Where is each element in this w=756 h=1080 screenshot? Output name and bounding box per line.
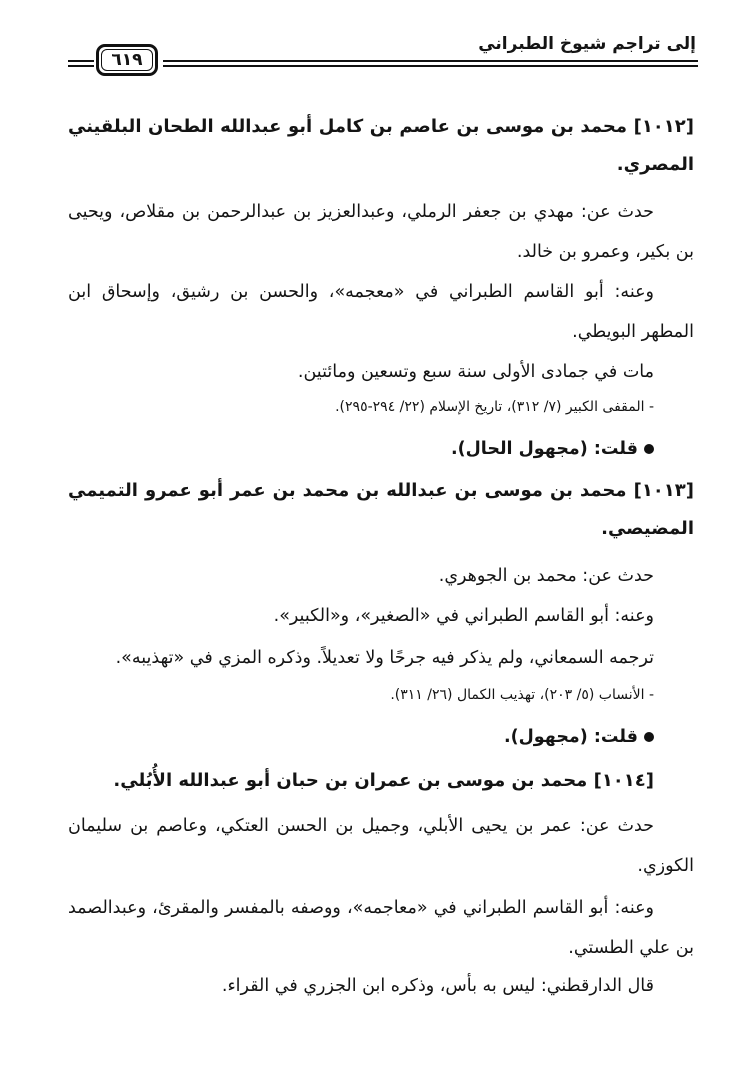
entry-teachers: حدث عن: عمر بن يحيى الأبلي، وجميل بن الحسن العتكي، وعاصم بن سليمان الكوزي.	[68, 816, 694, 876]
entry-verdict	[68, 434, 694, 464]
entry-students: وعنه: أبو القاسم الطبراني في «معجمه»، والحسن بن رشيق، وإسحاق ابن المطهر البويطي.	[68, 282, 694, 342]
entry-teachers: حدث عن: مهدي بن جعفر الرملي، وعبدالعزيز بن عبدالرحمن بن مقلاص، ويحيى بن بكير، وعمرو بن خالد.	[68, 202, 694, 262]
entry-death: مات في جمادى الأولى سنة سبع وتسعين ومائتين.	[297, 362, 654, 382]
header-rule	[68, 60, 94, 62]
entry-title: [١٠١٤] محمد بن موسى بن عمران بن حبان أبو عبدالله الأُبُلي.	[113, 770, 654, 791]
entry-remark: قال الدارقطني: ليس به بأس، وذكره ابن الجزري في القراء.	[221, 976, 654, 996]
verdict-text: قلت: (مجهول الحال).	[450, 439, 638, 459]
header-rule	[163, 60, 698, 62]
header-rule	[68, 65, 94, 67]
entry-title: [١٠١٣] محمد بن موسى بن عبدالله بن محمد بن عمر أبو عمرو التميمي المضيصي.	[68, 480, 694, 539]
verdict-text: قلت: (مجهول).	[503, 727, 638, 747]
bullet-icon	[644, 444, 654, 454]
header-rule	[163, 65, 698, 67]
page-number	[96, 44, 158, 76]
running-title: إلى تراجم شيوخ الطبراني	[478, 34, 696, 54]
entry-note: ترجمه السمعاني، ولم يذكر فيه جرحًا ولا تعديلاً. وذكره المزي في «تهذيبه».	[115, 648, 654, 668]
entry-sources: - المقفى الكبير (٧/ ٣١٢)، تاريخ الإسلام (٢٢/ ٢٩٤-٢٩٥).	[335, 399, 654, 415]
entry-verdict	[68, 722, 694, 752]
entry-teachers: حدث عن: محمد بن الجوهري.	[438, 566, 654, 586]
entry-title: [١٠١٢] محمد بن موسى بن عاصم بن كامل أبو عبدالله الطحان البلقيني المصري.	[68, 116, 694, 175]
entry-sources: - الأنساب (٥/ ٢٠٣)، تهذيب الكمال (٢٦/ ٣١١).	[390, 687, 654, 703]
bullet-icon	[644, 732, 654, 742]
entry-students: وعنه: أبو القاسم الطبراني في «معاجمه»، ووصفه بالمفسر والمقرئ، وعبدالصمد بن علي الطستي.	[68, 898, 694, 958]
page-number-text: ٦١٩	[111, 50, 143, 70]
entry-students: وعنه: أبو القاسم الطبراني في «الصغير»، و«الكبير».	[273, 606, 654, 626]
